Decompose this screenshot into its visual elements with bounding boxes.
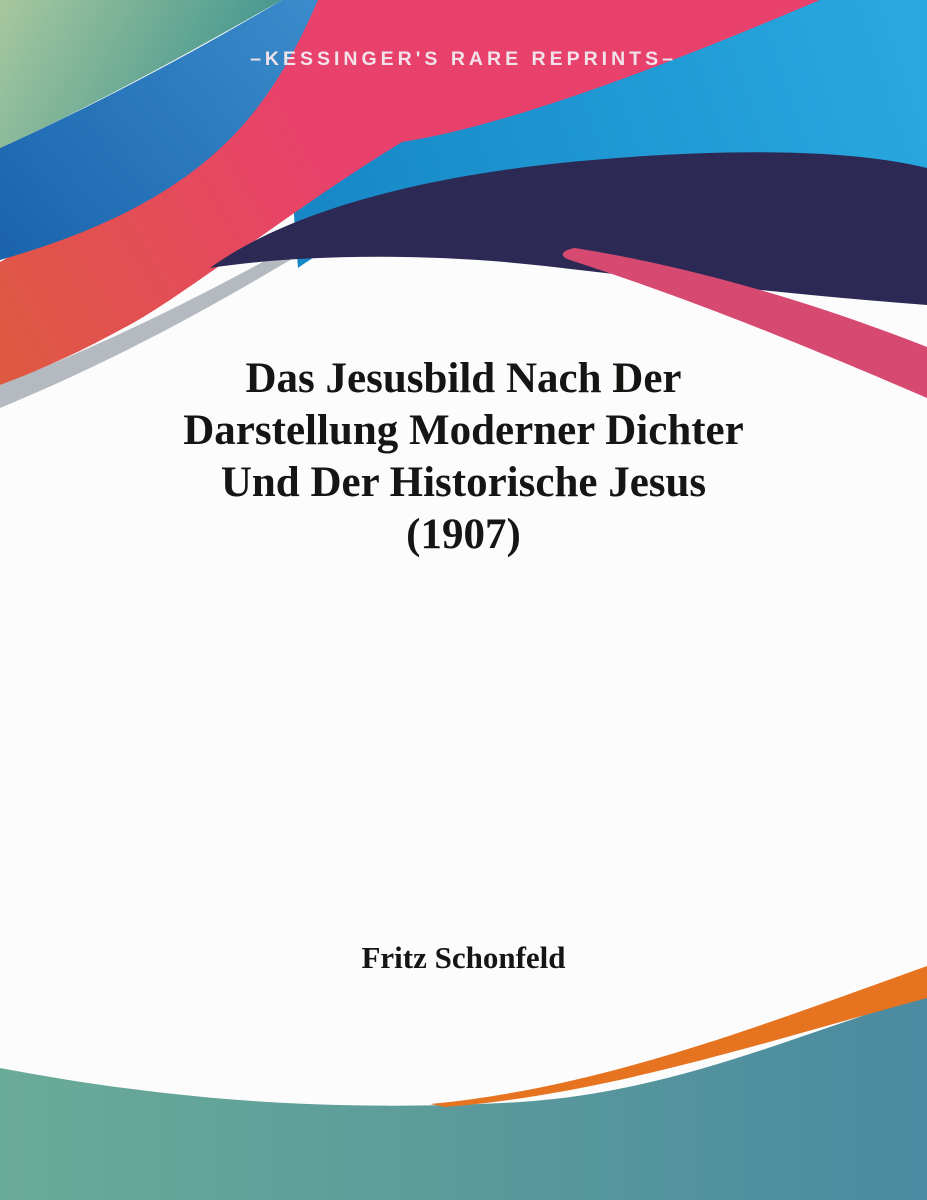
title-line-3: Und Der Historische Jesus bbox=[220, 459, 707, 506]
publisher-banner: –KESSINGER'S RARE REPRINTS– bbox=[250, 48, 677, 70]
title-line-2: Darstellung Moderner Dichter bbox=[183, 407, 744, 454]
book-title bbox=[0, 353, 927, 561]
title-line-1: Das Jesusbild Nach Der bbox=[245, 355, 682, 402]
author-name: Fritz Schonfeld bbox=[361, 940, 566, 975]
title-line-4: (1907) bbox=[406, 511, 521, 558]
